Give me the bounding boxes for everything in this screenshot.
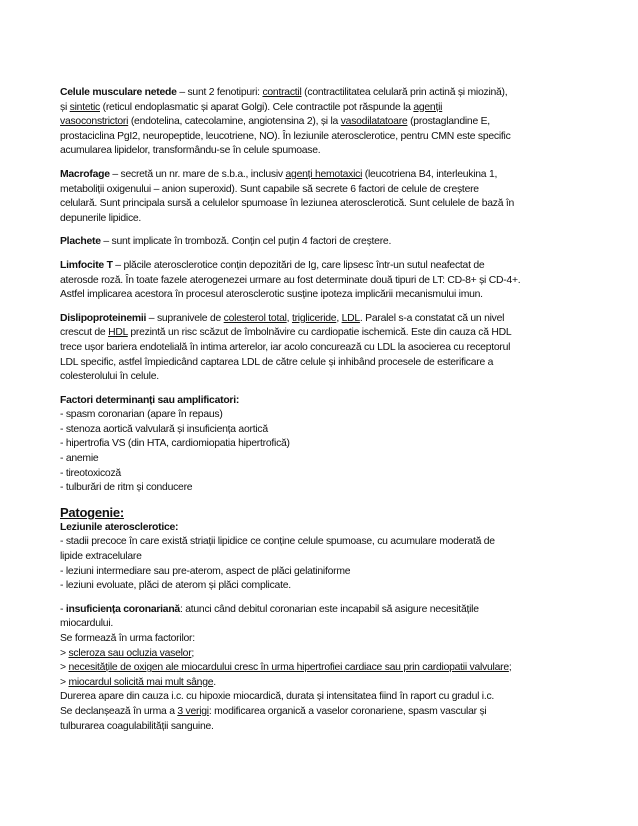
text-line <box>60 370 580 385</box>
text-segment: - stadii precoce în care există striații lipidice ce conține celule spumoase, cu acumulare moderată de <box>60 536 495 548</box>
text-segment: Se formează în urma factorilor: <box>60 633 195 644</box>
text-segment: (reticul endoplasmatic și aparat Golgi). Cele contractile pot răspunde la <box>100 101 414 113</box>
text-line <box>60 86 580 101</box>
text-segment: celulară. Sunt principala sursă a celulelor spumoase în leziunea aterosclerotică. Sunt celulele de bază în <box>60 198 515 210</box>
paragraph-macrofage <box>60 168 580 226</box>
bold-term: Factori determinanți sau amplificatori: <box>60 394 240 406</box>
text-line <box>60 617 580 632</box>
underlined-term: colesterol total <box>223 312 287 324</box>
text-segment: prostaciclina PgI2, neuropeptide, leucotriene, NO). În leziunile aterosclerotice, pentru CMN este specific <box>60 130 511 142</box>
paragraph-insuficienta-coronariana <box>60 603 580 734</box>
text-segment: ; <box>508 662 512 674</box>
text-segment: Se declanșează în urma a <box>60 705 178 717</box>
paragraph-leziuni-aterosclerotice <box>60 521 580 594</box>
paragraph-dislipoproteinemii <box>60 312 580 385</box>
text-segment: (contractilitatea celulară prin actină și miozină), <box>301 87 508 98</box>
bold-term: Dislipoproteinemii <box>60 312 147 324</box>
text-line <box>60 274 580 289</box>
text-line <box>60 394 580 409</box>
text-segment: ; <box>191 647 195 659</box>
bold-term: Plachete <box>60 236 101 248</box>
underlined-term: sintetic <box>69 101 100 113</box>
text-segment: - leziuni evoluate, plăci de aterom și plăci complicate. <box>60 580 291 592</box>
text-segment: LDL specific, astfel împiedicând captarea LDL de către celule și inhibând procesele de esterificare a <box>60 356 494 368</box>
text-line <box>60 130 580 145</box>
text-segment: > <box>60 662 69 674</box>
text-line <box>60 437 580 452</box>
text-segment: – supranivele de <box>146 312 224 324</box>
section-heading-patogenie: Patogenie: <box>60 504 124 520</box>
text-segment: - <box>60 603 66 615</box>
text-segment: , <box>336 312 342 324</box>
underlined-term: contractil <box>262 87 302 98</box>
document-page <box>60 86 580 743</box>
bold-term: insuficiența coronariană <box>65 603 180 615</box>
text-segment: și <box>60 101 70 113</box>
text-segment: miocardului. <box>60 618 114 630</box>
text-segment: - tireotoxicoză <box>60 467 121 479</box>
text-line <box>60 326 580 341</box>
text-line <box>60 235 580 250</box>
text-line <box>60 579 580 594</box>
text-line <box>60 452 580 467</box>
text-segment: - hipertrofia VS (din HTA, cardiomiopatia hipertrofică) <box>60 438 290 450</box>
text-segment: . <box>213 676 216 688</box>
underlined-term: agenți hemotaxici <box>285 168 363 180</box>
text-segment: (endotelina, catecolamine, angiotensina 2), și la <box>128 116 341 128</box>
text-segment: - stenoza aortică valvulară și insuficiența aortică <box>60 423 268 435</box>
text-line <box>60 661 580 676</box>
text-segment: crescut de <box>60 327 109 339</box>
text-line <box>60 632 580 647</box>
text-line <box>60 341 580 356</box>
text-line <box>60 259 580 274</box>
text-line <box>60 550 580 565</box>
text-line <box>60 521 580 536</box>
text-segment: > <box>60 647 69 659</box>
underlined-term: miocardul solicită mai mult sânge <box>68 676 214 688</box>
text-segment: : modificarea organică a vaselor coronariene, spasm vascular și <box>208 705 487 717</box>
underlined-term: 3 verigi <box>177 705 209 717</box>
text-segment: (leucotriena B4, interleukina 1, <box>362 168 498 180</box>
text-segment: acumularea lipidelor, transformându-se în celule spumoase. <box>60 145 321 157</box>
paragraph-factori-determinanti <box>60 394 580 496</box>
text-segment: trece ușor bariera endotelială în intima arterelor, iar acolo concurează cu LDL la asocierea cu receptorul <box>60 341 511 353</box>
text-segment: . Paralel s-a constatat că un nivel <box>359 312 505 324</box>
text-segment: – secretă un nr. mare de s.b.a., inclusiv <box>109 168 286 180</box>
paragraph-plachete <box>60 235 580 250</box>
underlined-term: vasoconstrictori <box>60 116 129 128</box>
text-segment: – sunt implicate în tromboză. Conțin cel puțin 4 factori de creștere. <box>100 236 392 248</box>
text-segment: : atunci când debitul coronarian este incapabil să asigure necesitățile <box>179 603 479 615</box>
text-segment: lipide extracelulare <box>60 551 142 563</box>
underlined-term: necesitățile de oxigen ale miocardului cresc în urma hipertrofiei cardiace sau prin cardiopatii valvulare <box>68 662 509 674</box>
bold-term: Limfocite T <box>60 259 113 271</box>
text-segment: Durerea apare din cauza i.c. cu hipoxie miocardică, durata și intensitatea fiind în raport cu gradul i.c. <box>60 691 495 703</box>
patogenie-section <box>60 521 580 734</box>
paragraph-limfocite <box>60 259 580 303</box>
text-segment: – plăcile aterosclerotice conțin depozitări de Ig, care lipsesc într-un sutul neafectat de <box>112 259 485 271</box>
text-line <box>60 168 580 183</box>
text-line <box>60 603 580 618</box>
bold-term: Leziunile aterosclerotice: <box>60 521 179 533</box>
text-segment: colesterolului în celule. <box>60 371 159 383</box>
text-segment: metaboliții oxigenului – anion superoxid). Sunt capabile să secrete 6 factori de celule de creștere <box>60 183 479 195</box>
text-segment: , <box>286 312 292 324</box>
text-line <box>60 183 580 198</box>
text-line <box>60 144 580 159</box>
text-line <box>60 101 580 116</box>
text-line <box>60 312 580 327</box>
text-line <box>60 467 580 482</box>
text-segment: aterosde roză. În toate fazele aterogenezei urmare au fost determinate două tipuri de LT: CD-8+ și CD-4+. <box>60 274 521 286</box>
text-line <box>60 720 580 735</box>
text-segment: - tulburări de ritm și conducere <box>60 482 193 494</box>
underlined-term: agenții <box>413 101 443 113</box>
text-segment: > <box>60 676 69 688</box>
underlined-term: LDL <box>341 312 360 324</box>
text-line <box>60 535 580 550</box>
underlined-term: vasodilatatoare <box>340 116 408 128</box>
text-segment: prezintă un risc scăzut de îmbolnăvire cu cardiopatie ischemică. Este din cauza că HDL <box>127 327 512 339</box>
bold-term: Macrofage <box>60 168 110 180</box>
text-segment: - spasm coronarian (apare în repaus) <box>60 409 223 421</box>
text-line <box>60 356 580 371</box>
text-line <box>60 212 580 227</box>
text-line <box>60 197 580 212</box>
text-segment: Astfel implicarea acestora în procesul aterosclerotic susține ipoteza implicării mecanismului imun. <box>60 289 483 301</box>
text-segment: – sunt 2 fenotipuri: <box>176 87 263 98</box>
text-line <box>60 647 580 662</box>
text-line <box>60 288 580 303</box>
text-line <box>60 115 580 130</box>
text-line <box>60 565 580 580</box>
text-line <box>60 408 580 423</box>
text-segment: (prostaglandine E, <box>407 116 490 128</box>
underlined-term: scleroza sau ocluzia vaselor <box>68 647 192 659</box>
underlined-term: trigliceride <box>291 312 337 324</box>
text-line <box>60 676 580 691</box>
text-line <box>60 423 580 438</box>
text-line <box>60 690 580 705</box>
text-line <box>60 481 580 496</box>
bold-term: Celule musculare netede <box>60 87 177 98</box>
text-segment: depunerile lipidice. <box>60 212 142 224</box>
underlined-term: HDL <box>108 327 128 339</box>
paragraph-celule-musculare <box>60 86 580 159</box>
text-segment: - leziuni intermediare sau pre-aterom, aspect de plăci gelatiniforme <box>60 565 351 577</box>
text-segment: tulburarea coagulabilității sanguine. <box>60 720 214 732</box>
document-body <box>60 86 580 496</box>
text-line <box>60 705 580 720</box>
text-segment: - anemie <box>60 453 99 465</box>
